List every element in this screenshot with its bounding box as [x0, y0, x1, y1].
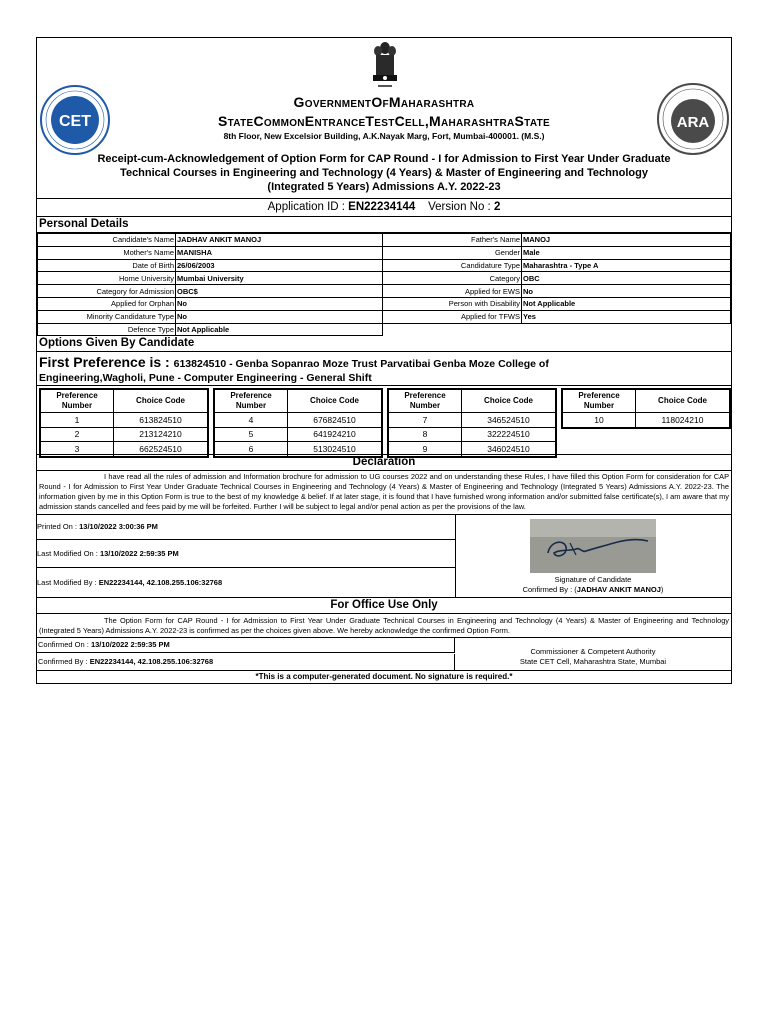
preference-number: 3	[40, 442, 114, 457]
preference-number: 9	[388, 442, 462, 457]
field-value: Mumbai University	[176, 272, 383, 285]
last-modified-by-row	[37, 568, 456, 597]
choice-code: 676824510	[288, 413, 383, 428]
application-id-label: Application ID :	[267, 201, 349, 213]
personal-details-row	[38, 259, 731, 272]
document-header	[37, 38, 731, 199]
first-preference	[37, 352, 731, 386]
choice-code: 613824510	[114, 413, 209, 428]
version-label: Version No :	[428, 201, 494, 213]
field-value: OBC$	[176, 285, 383, 298]
field-value: OBC	[522, 272, 731, 285]
field-value: No	[522, 285, 731, 298]
signature-caption	[455, 575, 731, 594]
choice-code: 662524510	[114, 442, 209, 457]
choice-code-header: Choice Code	[288, 389, 383, 413]
preference-row	[40, 427, 208, 442]
preference-row	[40, 442, 208, 457]
choice-code: 346024510	[462, 442, 557, 457]
application-id-row	[37, 199, 731, 217]
field-label: Applied for EWS	[383, 285, 522, 298]
personal-details-row	[38, 272, 731, 285]
personal-details-row	[38, 246, 731, 259]
field-value: Male	[522, 246, 731, 259]
choice-code: 346524510	[462, 413, 557, 428]
signature-confirmed-by	[455, 585, 731, 595]
confirmation-block	[37, 638, 731, 671]
choice-code: 213124210	[114, 427, 209, 442]
field-value: Not Applicable	[522, 297, 731, 310]
printed-on-row	[37, 515, 456, 540]
state-emblem-icon	[368, 40, 402, 92]
personal-details-row	[38, 310, 731, 323]
field-value: MANOJ	[522, 234, 731, 247]
personal-details-row	[38, 285, 731, 298]
personal-details-title: Personal Details	[37, 217, 731, 233]
competent-authority	[455, 647, 731, 667]
empty-cell	[383, 323, 731, 336]
field-label: Person with Disability	[383, 297, 522, 310]
preference-row	[388, 442, 556, 457]
field-label: Father's Name	[383, 234, 522, 247]
field-label: Date of Birth	[38, 259, 176, 272]
last-modified-on-row	[37, 540, 456, 568]
option-form-document	[36, 37, 732, 684]
preference-tables	[37, 386, 731, 455]
field-label: Gender	[383, 246, 522, 259]
cet-cell-title: StateCommonEntranceTestCell,MaharashtraState	[218, 113, 550, 129]
choice-code: 118024210	[636, 413, 731, 428]
confirmed-on-row	[37, 638, 455, 653]
field-value: Maharashtra - Type A	[522, 259, 731, 272]
last-modified-on-label: Last Modified On :	[37, 549, 100, 559]
printed-on-label: Printed On :	[37, 522, 80, 532]
personal-details-row	[38, 323, 731, 336]
preference-group-table	[39, 388, 209, 458]
cet-logo-text: CET	[59, 113, 91, 130]
options-title: Options Given By Candidate	[37, 336, 731, 352]
government-title: GovernmentOfMaharashtra	[293, 94, 475, 110]
first-preference-label: First Preference is :	[39, 354, 174, 371]
last-modified-by-label: Last Modified By :	[37, 578, 99, 588]
preference-row	[214, 413, 382, 428]
choice-code-header: Choice Code	[114, 389, 209, 413]
preference-group-table	[213, 388, 383, 458]
office-confirmed-by-row	[37, 654, 455, 670]
field-value: MANISHA	[176, 246, 383, 259]
confirmed-by-suffix: )	[660, 584, 664, 594]
field-label: Category	[383, 272, 522, 285]
candidate-signature-image	[530, 519, 656, 573]
choice-code: 513024510	[288, 442, 383, 457]
preference-group-table	[387, 388, 557, 458]
last-modified-by-value: EN22234144, 42.108.255.106:32768	[98, 578, 223, 588]
preference-number: 10	[562, 413, 636, 428]
preference-row	[388, 427, 556, 442]
printed-on-value: 13/10/2022 3:00:36 PM	[79, 522, 158, 532]
authority-line2: State CET Cell, Maharashtra State, Mumbai	[519, 657, 667, 667]
choice-code-header: Choice Code	[636, 389, 731, 413]
field-label: Candidature Type	[383, 259, 522, 272]
confirmed-on-value: 13/10/2022 2:59:35 PM	[90, 640, 170, 650]
field-value: Yes	[522, 310, 731, 323]
preference-row	[388, 413, 556, 428]
office-confirmed-by-value: EN22234144, 42.108.255.106:32768	[89, 657, 214, 667]
office-use-text: The Option Form for CAP Round - I for Admission to First Year Under Graduate Technical Courses in Engineering and Technology (4 Years) & Master of Engineering and Technology (Integrated 5 Years) Admissions A.Y. 2022-23 is confirmed as per the choices given above. We hereby acknowledge the confirmed Option Form.	[37, 614, 731, 638]
confirmed-by-name: JADHAV ANKIT MANOJ	[576, 584, 661, 594]
field-value: No	[176, 297, 383, 310]
preference-number: 2	[40, 427, 114, 442]
confirmed-on-label: Confirmed On :	[38, 640, 91, 650]
preference-number: 4	[214, 413, 288, 428]
preference-number-header: Preference Number	[388, 389, 462, 413]
office-confirmed-by-label: Confirmed By :	[38, 657, 90, 667]
field-value: No	[176, 310, 383, 323]
version-value: 2	[493, 201, 501, 213]
office-address: 8th Floor, New Excelsior Building, A.K.Nayak Marg, Fort, Mumbai-400001. (M.S.)	[223, 131, 545, 141]
field-label: Category for Admission	[38, 285, 176, 298]
preference-row	[40, 413, 208, 428]
choice-code: 322224510	[462, 427, 557, 442]
confirmed-by-prefix: Confirmed By : (	[522, 584, 577, 594]
computer-generated-note: *This is a computer-generated document. No signature is required.*	[255, 672, 513, 682]
preference-number: 7	[388, 413, 462, 428]
field-label: Applied for Orphan	[38, 297, 176, 310]
preference-number-header: Preference Number	[562, 389, 636, 413]
preference-row	[214, 427, 382, 442]
field-label: Mother's Name	[38, 246, 176, 259]
personal-details-row	[38, 297, 731, 310]
preference-number: 1	[40, 413, 114, 428]
choice-code-header: Choice Code	[462, 389, 557, 413]
signature-block	[37, 515, 731, 598]
field-label: Candidate's Name	[38, 234, 176, 247]
defence-type-value: Not Applicable	[176, 323, 383, 336]
last-modified-on-value: 13/10/2022 2:59:35 PM	[99, 549, 179, 559]
preference-number: 8	[388, 427, 462, 442]
personal-details-row	[38, 234, 731, 247]
preference-row	[214, 442, 382, 457]
preference-row	[562, 413, 730, 428]
receipt-title: Receipt-cum-Acknowledgement of Option Form for CAP Round - I for Admission to First Year Under Graduate Technical Courses in Engineering and Technology (4 Years) & Master of Engineering and Technology (Integrated 5 Years) Admissions A.Y. 2022-23	[97, 153, 671, 193]
first-preference-line2: Engineering,Wagholi, Pune - Computer Engineering - General Shift	[39, 372, 372, 385]
preference-number: 5	[214, 427, 288, 442]
preference-number: 6	[214, 442, 288, 457]
application-id-value: EN22234144	[348, 201, 416, 213]
declaration-text: I have read all the rules of admission and Information brochure for admission to UG courses 2022 and on understanding these Rules, I have filled this Option Form for consideration for CAP Round - I for Admission to First Year Under Graduate Technical Courses in Engineering and Technology (4 Years) & Master of Engineering and Technology (Integrated 5 Years) Admissions A.Y. 2022-23. The information given by me in this Option Form is true to the best of my knowledge & belief. If at later stage, it is found that I have furnished wrong information and/or submitted false certificate(s), I am aware that my admission stands cancelled and fees paid by me will be forfeited. Further I will be subject to legal and/or penal action as per the provisions of the law.	[37, 471, 731, 515]
defence-type-label: Defence Type	[38, 323, 176, 336]
choice-code: 641924210	[288, 427, 383, 442]
personal-details-table	[37, 233, 731, 336]
authority-line1: Commissioner & Competent Authority	[530, 647, 656, 657]
field-label: Applied for TFWS	[383, 310, 522, 323]
first-preference-line1: 613824510 - Genba Sopanrao Moze Trust Parvatibai Genba Moze College of	[173, 358, 549, 371]
ara-logo-text: ARA	[676, 114, 710, 131]
preference-number-header: Preference Number	[40, 389, 114, 413]
field-label: Minority Candidature Type	[38, 310, 176, 323]
preference-number-header: Preference Number	[214, 389, 288, 413]
field-value: JADHAV ANKIT MANOJ	[176, 234, 383, 247]
preference-group-table	[561, 388, 731, 429]
signature-caption-label: Signature of Candidate	[554, 575, 632, 585]
field-label: Home University	[38, 272, 176, 285]
field-value: 26/06/2003	[176, 259, 383, 272]
office-use-title: For Office Use Only	[37, 598, 731, 614]
declaration-title: Declaration	[37, 455, 731, 471]
